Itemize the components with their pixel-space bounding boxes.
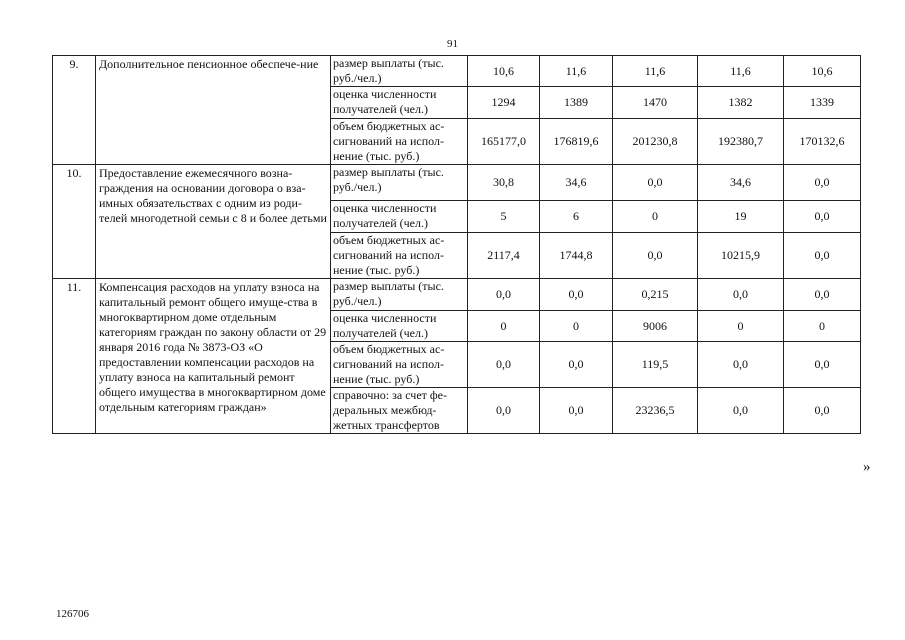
value-cell: 0 — [540, 311, 613, 342]
value-cell: 30,8 — [468, 165, 540, 201]
indicator-label: объем бюджетных ас-сигнований на испол-нение (тыс. руб.) — [331, 233, 468, 279]
value-cell: 0,0 — [784, 342, 861, 388]
value-cell: 0,0 — [540, 342, 613, 388]
measure-name: Компенсация расходов на уплату взноса на капитальный ремонт общего имуще-ства в многоквартирном доме отдельным категориям граждан по закону области от 29 января 2016 года № 3873-ОЗ «О предоставлении компенсации расходов на уплату взноса на капитальный ремонт общего имущества в многоквартирном доме отдельным категориям граждан» — [96, 279, 331, 434]
value-cell: 0,0 — [784, 388, 861, 434]
indicator-label: оценка численности получателей (чел.) — [331, 87, 468, 119]
row-number: 11. — [53, 279, 96, 434]
value-cell: 119,5 — [613, 342, 698, 388]
indicator-label: объем бюджетных ас-сигнований на испол-нение (тыс. руб.) — [331, 119, 468, 165]
value-cell: 0,0 — [698, 279, 784, 311]
measure-name: Дополнительное пенсионное обеспече-ние — [96, 56, 331, 165]
value-cell: 0,0 — [613, 233, 698, 279]
value-cell: 5 — [468, 201, 540, 233]
indicator-label: справочно: за счет фе-деральных межбюд-жетных трансфертов — [331, 388, 468, 434]
value-cell: 0,0 — [468, 388, 540, 434]
value-cell: 1382 — [698, 87, 784, 119]
value-cell: 11,6 — [540, 56, 613, 87]
value-cell: 0,0 — [784, 201, 861, 233]
value-cell: 165177,0 — [468, 119, 540, 165]
value-cell: 0,0 — [784, 279, 861, 311]
value-cell: 1294 — [468, 87, 540, 119]
table-row — [53, 279, 861, 311]
value-cell: 19 — [698, 201, 784, 233]
value-cell: 11,6 — [613, 56, 698, 87]
value-cell: 192380,7 — [698, 119, 784, 165]
indicator-label: оценка численности получателей (чел.) — [331, 311, 468, 342]
value-cell: 0,0 — [540, 388, 613, 434]
table-row — [53, 165, 861, 201]
value-cell: 0 — [784, 311, 861, 342]
value-cell: 201230,8 — [613, 119, 698, 165]
row-number: 9. — [53, 56, 96, 165]
page-number: 91 — [447, 38, 458, 50]
value-cell: 6 — [540, 201, 613, 233]
data-table — [52, 55, 861, 434]
value-cell: 0,0 — [540, 279, 613, 311]
indicator-label: размер выплаты (тыс. руб./чел.) — [331, 279, 468, 311]
value-cell: 11,6 — [698, 56, 784, 87]
indicator-label: объем бюджетных ас-сигнований на испол-нение (тыс. руб.) — [331, 342, 468, 388]
value-cell: 10,6 — [468, 56, 540, 87]
value-cell: 0,0 — [784, 233, 861, 279]
table-row — [53, 56, 861, 87]
indicator-label: оценка численности получателей (чел.) — [331, 201, 468, 233]
row-number: 10. — [53, 165, 96, 279]
value-cell: 34,6 — [540, 165, 613, 201]
value-cell: 1744,8 — [540, 233, 613, 279]
value-cell: 0 — [698, 311, 784, 342]
value-cell: 0,0 — [784, 165, 861, 201]
value-cell: 0 — [468, 311, 540, 342]
value-cell: 23236,5 — [613, 388, 698, 434]
value-cell: 0,0 — [698, 342, 784, 388]
value-cell: 0,0 — [613, 165, 698, 201]
value-cell: 0 — [613, 201, 698, 233]
closing-quote-mark: » — [863, 459, 871, 475]
value-cell: 170132,6 — [784, 119, 861, 165]
value-cell: 176819,6 — [540, 119, 613, 165]
footer-code: 126706 — [56, 608, 89, 620]
value-cell: 0,0 — [468, 342, 540, 388]
value-cell: 10215,9 — [698, 233, 784, 279]
measure-name: Предоставление ежемесячного возна-граждения на основании договора о вза-имных обязательствах с одним из роди-телей многодетной семьи с 8 и более детьми — [96, 165, 331, 279]
value-cell: 0,0 — [468, 279, 540, 311]
indicator-label: размер выплаты (тыс. руб./чел.) — [331, 56, 468, 87]
value-cell: 2117,4 — [468, 233, 540, 279]
value-cell: 34,6 — [698, 165, 784, 201]
value-cell: 1470 — [613, 87, 698, 119]
value-cell: 0,0 — [698, 388, 784, 434]
value-cell: 1389 — [540, 87, 613, 119]
value-cell: 10,6 — [784, 56, 861, 87]
value-cell: 1339 — [784, 87, 861, 119]
indicator-label: размер выплаты (тыс. руб./чел.) — [331, 165, 468, 201]
value-cell: 0,215 — [613, 279, 698, 311]
value-cell: 9006 — [613, 311, 698, 342]
